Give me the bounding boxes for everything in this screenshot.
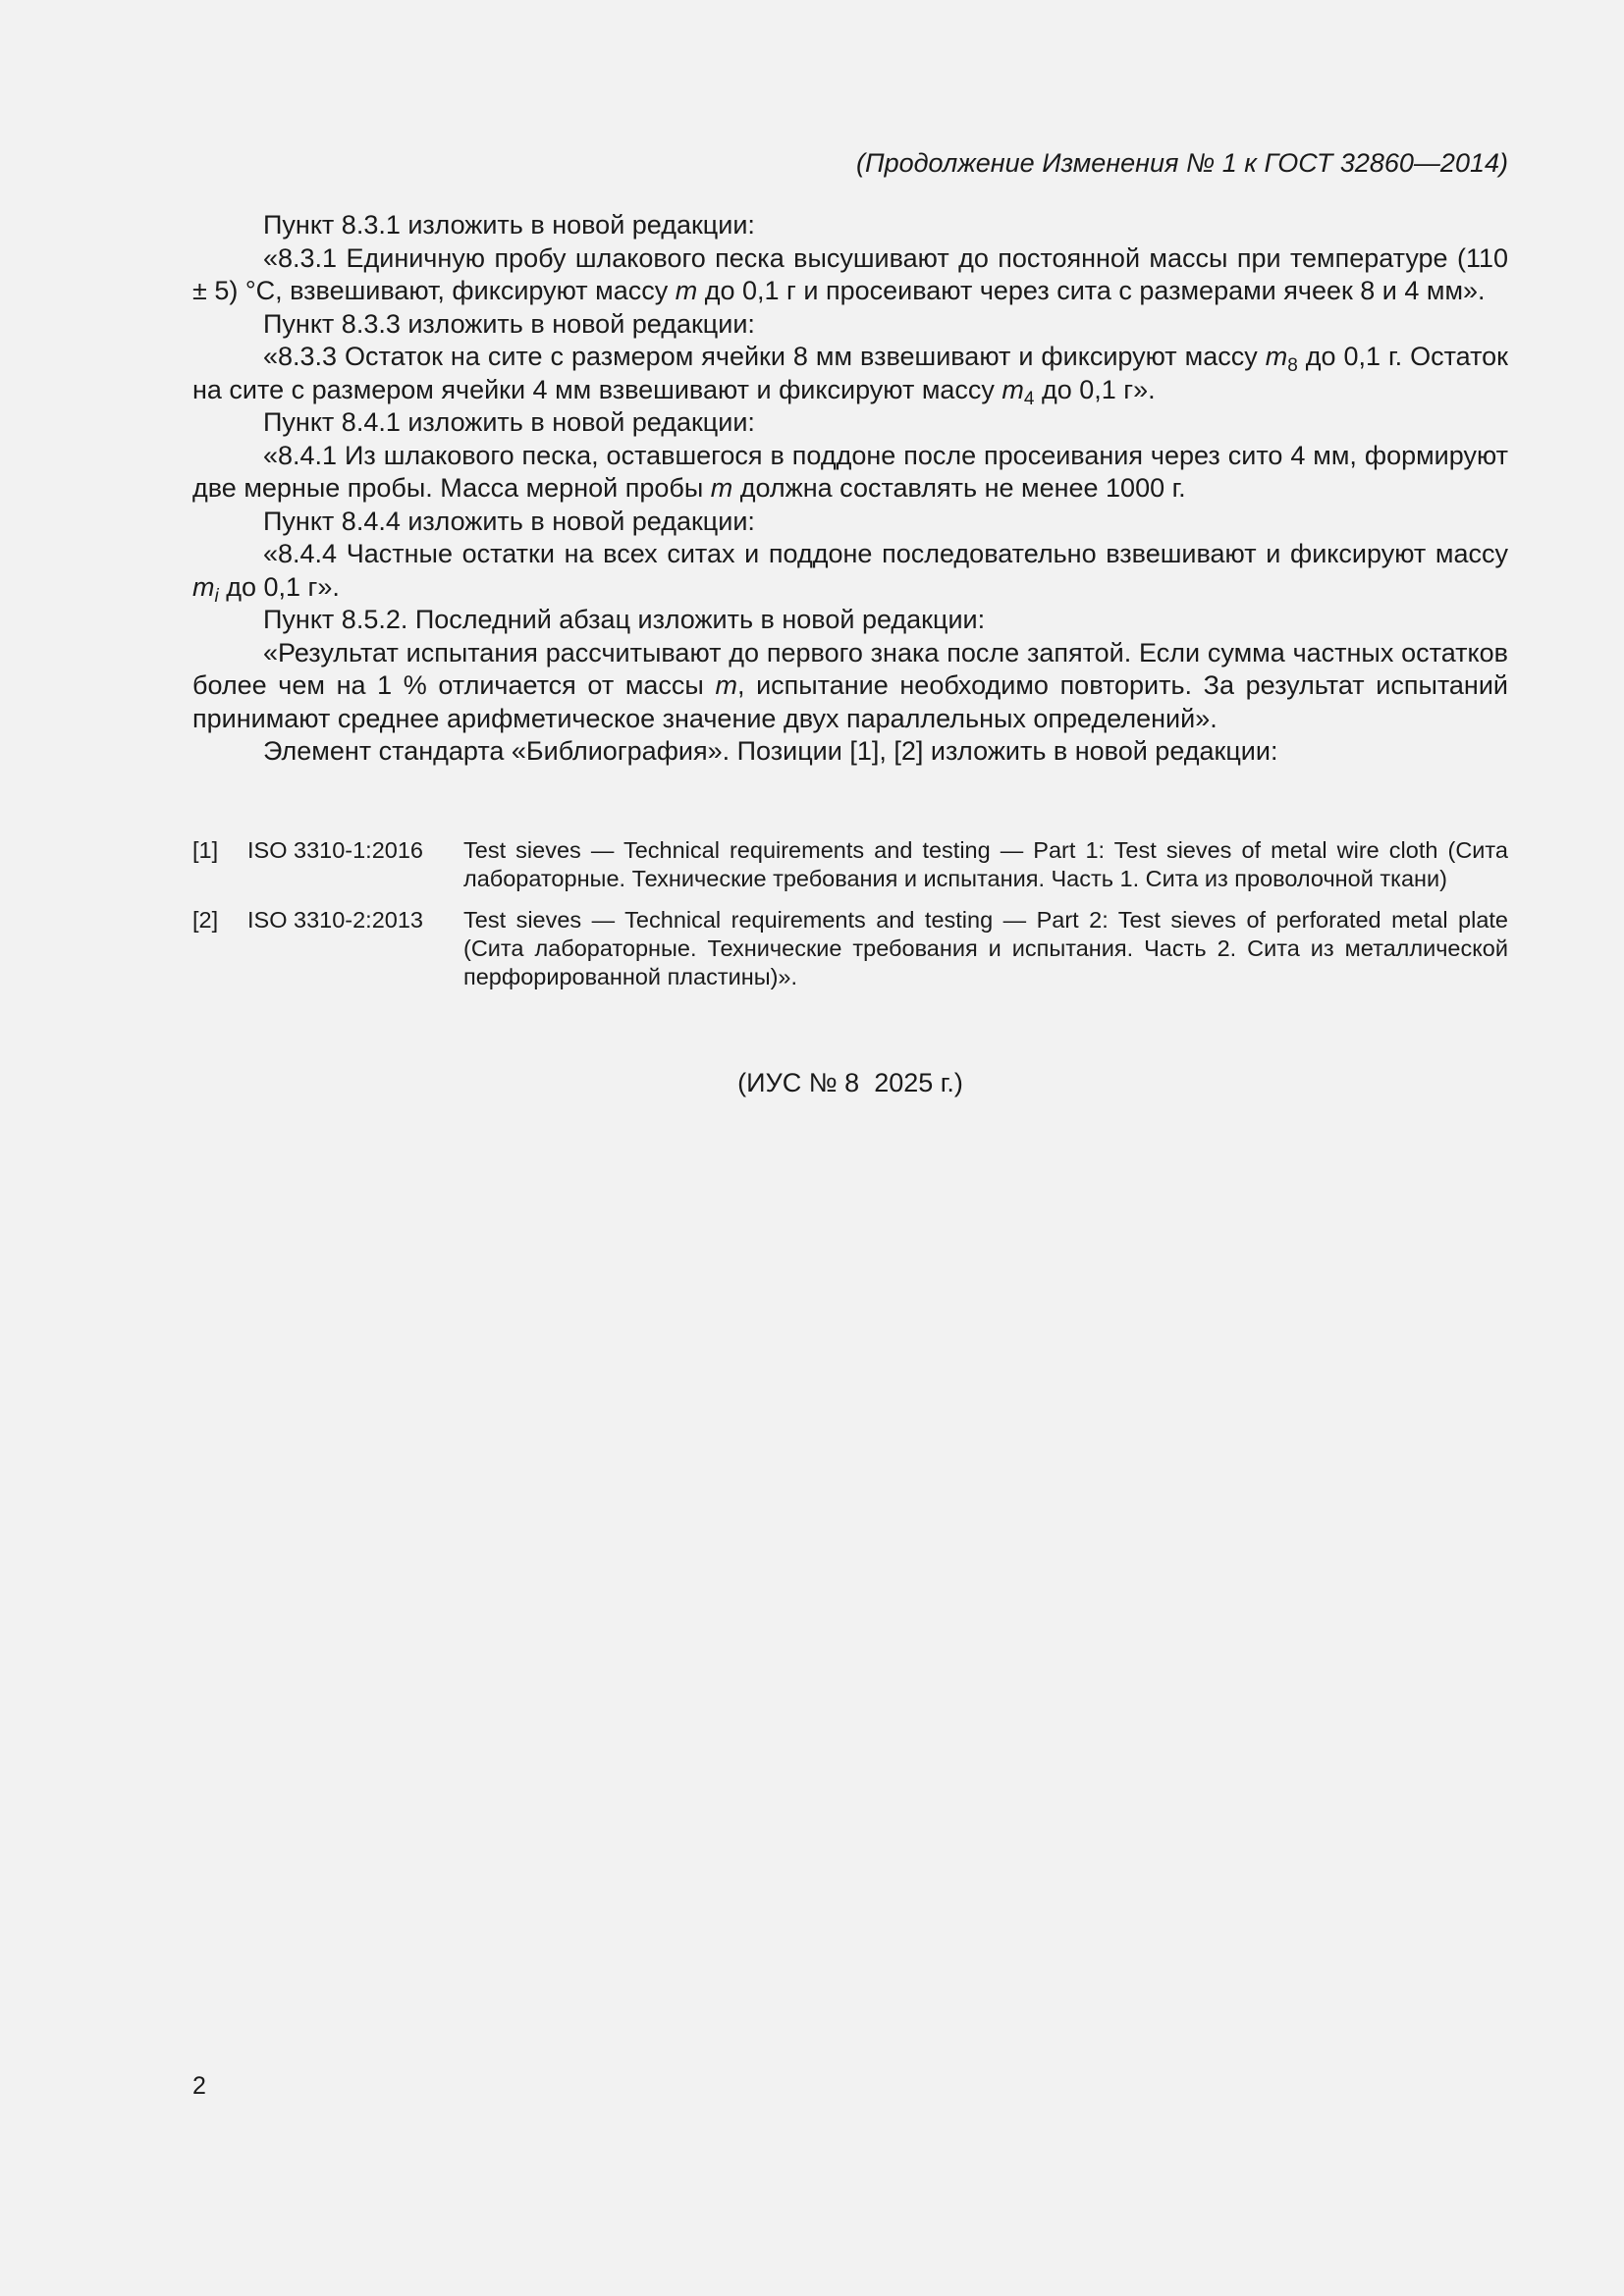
subscript-8: 8 [1287, 355, 1298, 376]
page-number: 2 [192, 2072, 206, 2100]
bibliography-entry [192, 906, 1508, 991]
bibliography-code: ISO 3310-1:2016 [247, 837, 423, 863]
paragraph-bibliography-element: Элемент стандарта «Библиография». Позиции [1], [2] изложить в новой редакции: [263, 736, 1278, 766]
paragraph-8-4-1-text: «8.4.1 Из шлакового песка, оставшегося в поддоне после просеивания через сито 4 мм, формируют две мерные пробы. Масса мерной пробы m должна составлять не менее 1000 г. [192, 440, 1508, 503]
bibliography-list [192, 836, 1508, 1004]
paragraph-point-8-3-1: Пункт 8.3.1 изложить в новой редакции: [263, 210, 755, 240]
ius-reference: (ИУС № 8 2025 г.) [737, 1068, 963, 1097]
paragraph-point-8-3-3: Пункт 8.3.3 изложить в новой редакции: [263, 308, 755, 339]
mass-symbol-m8: m [1265, 342, 1288, 371]
subscript-i: i [214, 585, 219, 607]
amendment-text [192, 209, 1508, 769]
paragraph-8-3-3-text: «8.3.3 Остаток на сите с размером ячейки 8 мм взвешивают и фиксируют массу $m_8$ до 0,1 г. Остаток на сите с размером ячейки 4 мм взвешивают и фиксируют массу $m_4$ до 0,1 г». [192, 342, 1508, 409]
document-page [192, 0, 1508, 2296]
bibliography-number: [1] [192, 837, 219, 863]
bibliography-description: Test sieves — Technical requirements and testing — Part 1: Test sieves of metal wire cloth (Сита лабораторные. Технические требования и испытания. Часть 1. Сита из проволочной ткани) [463, 837, 1508, 891]
paragraph-point-8-4-4: Пункт 8.4.4 изложить в новой редакции: [263, 506, 755, 536]
bibliography-code: ISO 3310-2:2013 [247, 907, 423, 933]
paragraph-8-4-4-text: «8.4.4 Частные остатки на всех ситах и поддоне последовательно взвешивают и фиксируют массу $m_i$ до 0,1 г». [192, 539, 1508, 607]
mass-symbol-mi: m [192, 571, 215, 602]
subscript-4: 4 [1023, 388, 1035, 409]
page-header: (Продолжение Изменения № 1 к ГОСТ 32860—2014) [856, 148, 1508, 178]
bibliography-description: Test sieves — Technical requirements and testing — Part 2: Test sieves of perforated metal plate (Сита лабораторные. Технические требования и испытания. Часть 2. Сита из металлической перфорированной пластины)». [463, 907, 1508, 989]
mass-symbol-m: m [675, 276, 698, 305]
paragraph-8-5-2-text: «Результат испытания рассчитывают до первого знака после запятой. Если сумма частных остатков более чем на 1 % отличается от массы m, испытание необходимо повторить. За результат испытаний принимают среднее арифметическое значение двух параллельных определений». [192, 637, 1509, 733]
mass-symbol-m4: m [1001, 374, 1024, 404]
paragraph-point-8-4-1: Пункт 8.4.1 изложить в новой редакции: [263, 407, 755, 437]
paragraph-point-8-5-2: Пункт 8.5.2. Последний абзац изложить в новой редакции: [263, 605, 986, 634]
mass-symbol-m: m [710, 473, 733, 503]
mass-symbol-m: m [715, 670, 737, 700]
paragraph-8-3-1-text: «8.3.1 Единичную пробу шлакового песка высушивают до постоянной массы при температуре (110 ± 5) °С, взвешивают, фиксируют массу m до 0,1 г и просеивают через сита с размерами ячеек 8 и 4 мм». [192, 242, 1508, 305]
bibliography-entry [192, 836, 1508, 893]
bibliography-number: [2] [192, 907, 219, 933]
